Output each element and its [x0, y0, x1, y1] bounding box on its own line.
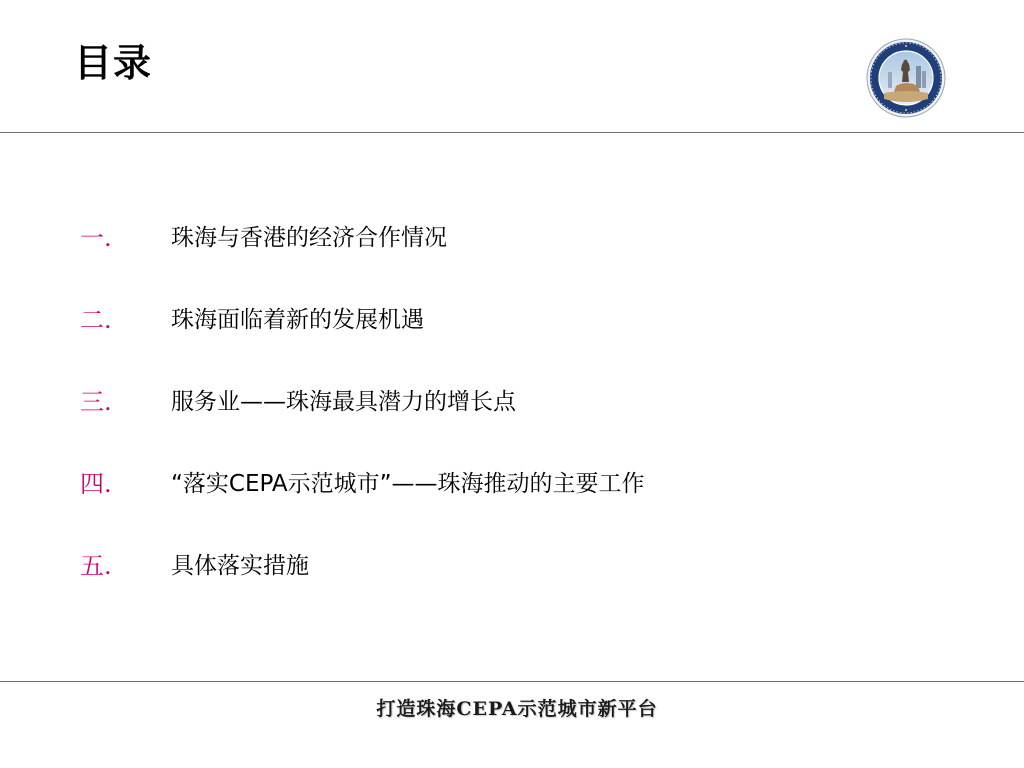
agenda-item	[80, 466, 980, 548]
agenda-list	[80, 220, 980, 630]
agenda-number: 三.	[80, 388, 112, 416]
agenda-text: 服务业——珠海最具潜力的增长点	[171, 389, 516, 415]
agenda-number: 四.	[80, 470, 112, 498]
agenda-number: 五.	[80, 552, 112, 580]
agenda-number: 一.	[80, 224, 112, 252]
slide-title: 目录	[74, 41, 153, 85]
agenda-text: 珠海与香港的经济合作情况	[171, 225, 447, 251]
footer-divider	[0, 681, 1024, 682]
header-divider	[0, 132, 1024, 133]
agenda-text: 珠海面临着新的发展机遇	[171, 307, 424, 333]
footer-text: 打造珠海CEPA示范城市新平台	[376, 698, 658, 720]
agenda-item	[80, 302, 980, 384]
agenda-item	[80, 384, 980, 466]
city-emblem-logo-icon	[866, 38, 946, 118]
agenda-item	[80, 548, 980, 630]
agenda-item	[80, 220, 980, 302]
footer-banner	[0, 694, 1024, 721]
agenda-text: 具体落实措施	[171, 553, 309, 579]
agenda-text: “落实CEPA示范城市”——珠海推动的主要工作	[171, 471, 645, 497]
agenda-number: 二.	[80, 306, 112, 334]
